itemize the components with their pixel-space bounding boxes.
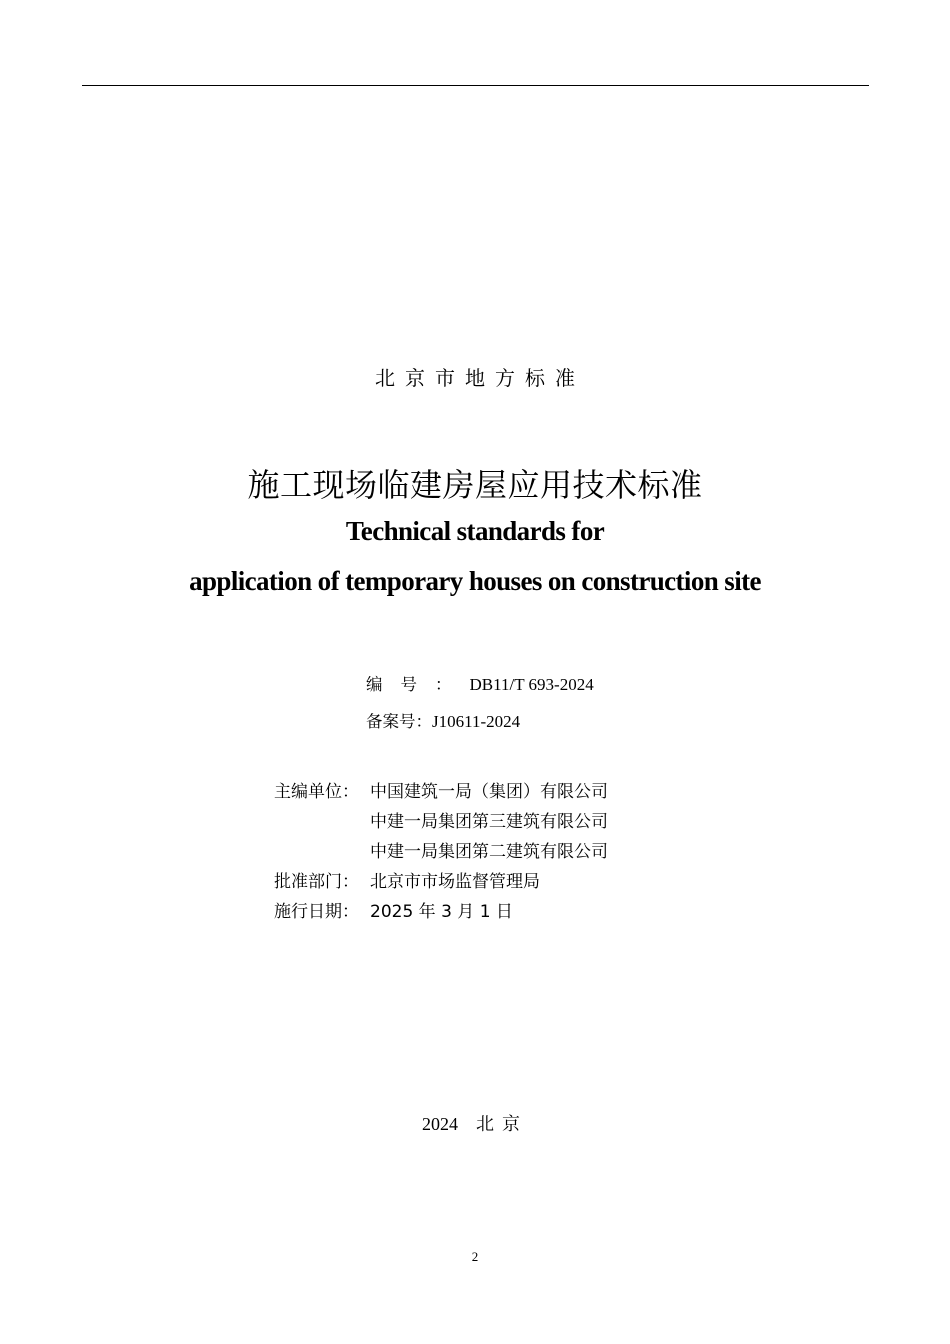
approval-department-line xyxy=(274,867,540,892)
record-number-value: J10611-2024 xyxy=(432,712,521,731)
chief-editor-line xyxy=(274,777,608,802)
record-number-line xyxy=(366,708,520,732)
publication-city: 北京 xyxy=(476,1114,528,1135)
header-rule xyxy=(82,85,869,86)
approval-department-value: 北京市市场监督管理局 xyxy=(370,872,540,892)
standard-code-value: DB11/T 693-2024 xyxy=(469,675,594,694)
standard-code-line xyxy=(366,671,594,695)
approval-department-label: 批准部门： xyxy=(274,872,359,892)
page-number: 2 xyxy=(471,1249,479,1264)
chief-editor-3: 中建一局集团第二建筑有限公司 xyxy=(370,842,608,862)
title-english-line-1: Technical standards for xyxy=(345,516,605,546)
title-chinese: 施工现场临建房屋应用技术标准 xyxy=(247,466,703,504)
chief-editor-label: 主编单位： xyxy=(274,782,359,802)
standard-code-label: 编号： xyxy=(366,675,470,694)
publication-year: 2024 xyxy=(422,1114,458,1134)
chief-editor-2: 中建一局集团第三建筑有限公司 xyxy=(370,812,608,832)
effective-date-value: 2025 年 3 月 1 日 xyxy=(370,902,513,922)
record-number-label: 备案号： xyxy=(366,712,432,731)
effective-date-line xyxy=(274,897,513,922)
issuing-authority: 北京市地方标准 xyxy=(375,366,585,390)
publication-place-year xyxy=(0,1110,950,1136)
chief-editor-1: 中国建筑一局（集团）有限公司 xyxy=(370,782,608,802)
title-english-line-2: application of temporary houses on construction site xyxy=(189,566,761,596)
effective-date-label: 施行日期： xyxy=(274,902,359,922)
